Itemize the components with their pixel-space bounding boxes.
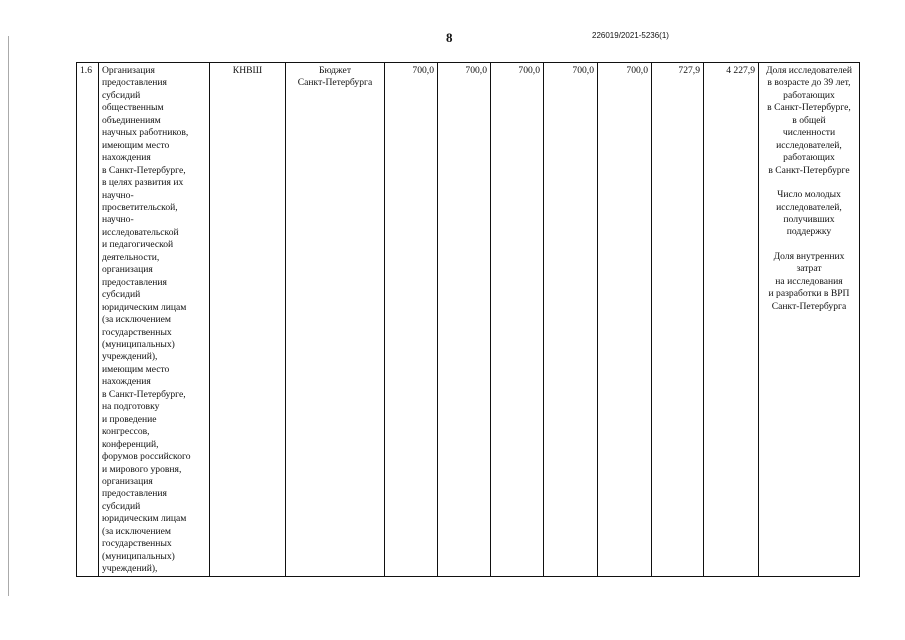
table-row [77,63,860,577]
scan-edge-mark [8,36,9,596]
indicator-3: Доля внутренних затрат на исследования и разработки в ВРП Санкт-Петербурга [768,250,850,312]
value-cell-2: 700,0 [438,63,491,577]
page-number: 8 [446,30,453,45]
value-cell-4: 700,0 [544,63,598,577]
value-cell-3: 700,0 [491,63,544,577]
value-cell-6: 727,9 [652,63,704,577]
activity-description: Организация предоставления субсидий общественным объединениям научных работников, имеющим место нахождения в Санкт-Петербурге, в целях развития их научно- просветительской, научно- исследовательской и педагогической деятельности, организация предоставления субсидий юридическим лицам (за исключением государственных (муниципальных) учреждений), имеющим место нахождения в Санкт-Петербурге, на подготовку и проведение конгрессов, конференций, форумов российского и мирового уровня, организация предоставления субсидий юридическим лицам (за исключением государственных (муниципальных) учреждений), [99,63,210,577]
executor-cell: КНВШ [210,63,286,577]
indicators-cell [759,63,860,577]
indicator-2: Число молодых исследователей, получивших поддержку [776,189,842,238]
indicator-1: Доля исследователей в возрасте до 39 лет, работающих в Санкт-Петербурге, в общей численности исследователей, работающих в Санкт-Петербурге [765,65,853,176]
row-number: 1.6 [77,63,99,577]
funding-source-cell: Бюджет Санкт-Петербурга [286,63,385,577]
program-table [76,62,860,577]
value-cell-1: 700,0 [385,63,438,577]
total-cell: 4 227,9 [704,63,759,577]
document-code: 226019/2021-5236(1) [592,31,669,40]
value-cell-5: 700,0 [598,63,652,577]
